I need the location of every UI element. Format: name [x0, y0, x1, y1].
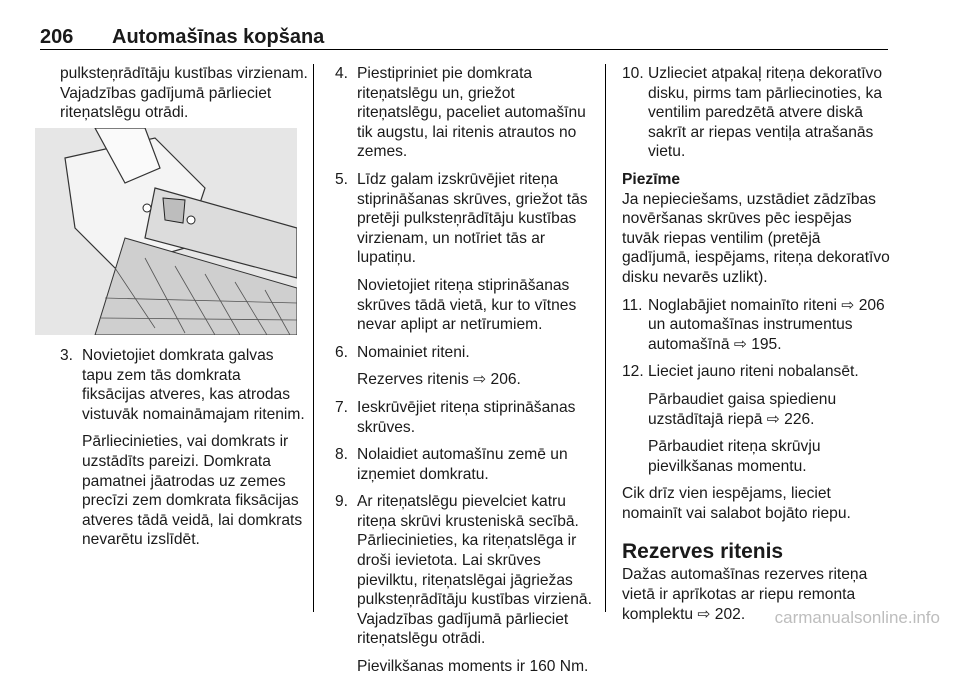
list-item — [335, 492, 597, 676]
list-subtext: Pārbaudiet gaisa spiedienu uzstādītajā riepā ⇨ 226. — [648, 390, 837, 428]
column-divider — [605, 64, 606, 612]
list-text: Piestipriniet pie domkrata riteņatslēgu un, griežot riteņatslēgu, paceliet automašīnu tik augstu, lai ritenis atrautos no zemes. — [357, 65, 586, 161]
header-rule — [40, 49, 888, 50]
list-number: 10. — [622, 65, 644, 82]
watermark: carmanualsonline.info — [774, 608, 940, 627]
list-text: Noglabājiet nomainīto riteni ⇨ 206 un automašīnas instrumentus automašīnā ⇨ 195. — [648, 296, 885, 353]
list-number: 11. — [622, 296, 643, 314]
list-number: 4. — [335, 65, 349, 82]
list-number: 9. — [335, 493, 349, 511]
page-number: 206 — [40, 26, 74, 48]
list-number: 6. — [335, 343, 349, 361]
list-number: 5. — [335, 170, 349, 188]
list-item — [335, 170, 597, 335]
column-3 — [622, 64, 892, 624]
jack-illustration — [35, 128, 297, 335]
list-item — [335, 64, 597, 162]
intro-paragraph: pulksteņrādītāju kustības virzienam. Vajadzības gadījumā pārlieciet riteņatslēgu otrādi. — [60, 65, 308, 122]
list-text: Novietojiet domkrata galvas tapu zem tās domkrata fiksācijas atveres, kas atrodas vistuvāk nomaināmajam ritenim. — [82, 347, 305, 423]
note-heading: Piezīme — [622, 170, 681, 188]
section-paragraph: Dažas automašīnas rezerves riteņa vietā ir aprīkotas ar riepu remonta komplektu ⇨ 202. — [622, 566, 868, 623]
list-subtext: Pārliecinieties, vai domkrats ir uzstādīts pareizi. Domkrata pamatnei jāatrodas uz zemes precīzi zem domkrata fiksācijas atveres tādā veidā, lai domkrats nevarētu izslīdēt. — [82, 433, 303, 549]
list-text: Līdz galam izskrūvējiet riteņa stiprināšanas skrūves, griežot tās pretēji pulksteņrādītāju kustības virzienam, un notīriet tās ar lupatiņu. — [357, 170, 588, 267]
column-2 — [335, 64, 597, 677]
note-text: Ja nepieciešams, uzstādiet zādzības novēršanas skrūves pēc iespējas tuvāk riepas ventilim (pretējā gadījumā, iespējams, riteņa dekoratīvo disku nevarēs uzlikt). — [622, 190, 890, 286]
list-item — [335, 398, 597, 437]
list-text: Nomainiet riteni. — [357, 343, 470, 361]
list-text: Nolaidiet automašīnu zemē un izņemiet domkratu. — [357, 446, 568, 483]
list-subtext: Pārbaudiet riteņa skrūvju pievilkšanas momentu. — [648, 438, 821, 475]
column-divider — [313, 64, 314, 612]
list-text: Lieciet jauno riteni nobalansēt. — [648, 363, 859, 381]
list-item — [335, 343, 597, 390]
list-subtext: Novietojiet riteņa stiprināšanas skrūves tādā vietā, kur to vītnes nevar aplipt ar netīrumiem. — [357, 276, 577, 334]
list-number: 12. — [622, 363, 644, 381]
list-number: 7. — [335, 398, 349, 416]
page-header — [40, 26, 888, 50]
section-heading: Rezerves ritenis — [622, 540, 784, 564]
closing-paragraph: Cik drīz vien iespējams, lieciet nomainīt vai salabot bojāto riepu. — [622, 485, 851, 522]
cross-reference[interactable]: Rezerves ritenis ⇨ 206. — [357, 371, 521, 389]
column-1-lower — [60, 346, 308, 550]
column-1 — [60, 64, 308, 123]
list-item — [622, 296, 892, 355]
page-title: Automašīnas kopšana — [112, 26, 325, 48]
list-text: Uzlieciet atpakaļ riteņa dekoratīvo disku, pirms tam pārliecinoties, ka ventilim paredzētā atvere diskā sakrīt ar riepas ventiļa atrašanās vietu. — [648, 65, 883, 161]
list-item — [60, 346, 308, 550]
list-item — [622, 64, 892, 162]
list-item — [335, 445, 597, 484]
list-number: 8. — [335, 446, 349, 464]
jack-illustration-svg — [35, 128, 297, 335]
list-number: 3. — [60, 347, 74, 364]
list-item — [622, 362, 892, 476]
list-text: Ar riteņatslēgu pievelciet katru riteņa skrūvi krusteniskā secībā. Pārliecinieties, ka riteņatslēga ir droši ievietota. Lai skrūves pievilktu, riteņatslēgai jāgriežas pulksteņrādītāju kustības virzienā. Vajadzības gadījumā pārlieciet riteņatslēgu otrādi. — [357, 493, 592, 648]
list-text: Ieskrūvējiet riteņa stiprināšanas skrūves. — [357, 398, 576, 436]
list-subtext: Pievilkšanas moments ir 160 Nm. — [357, 658, 589, 676]
